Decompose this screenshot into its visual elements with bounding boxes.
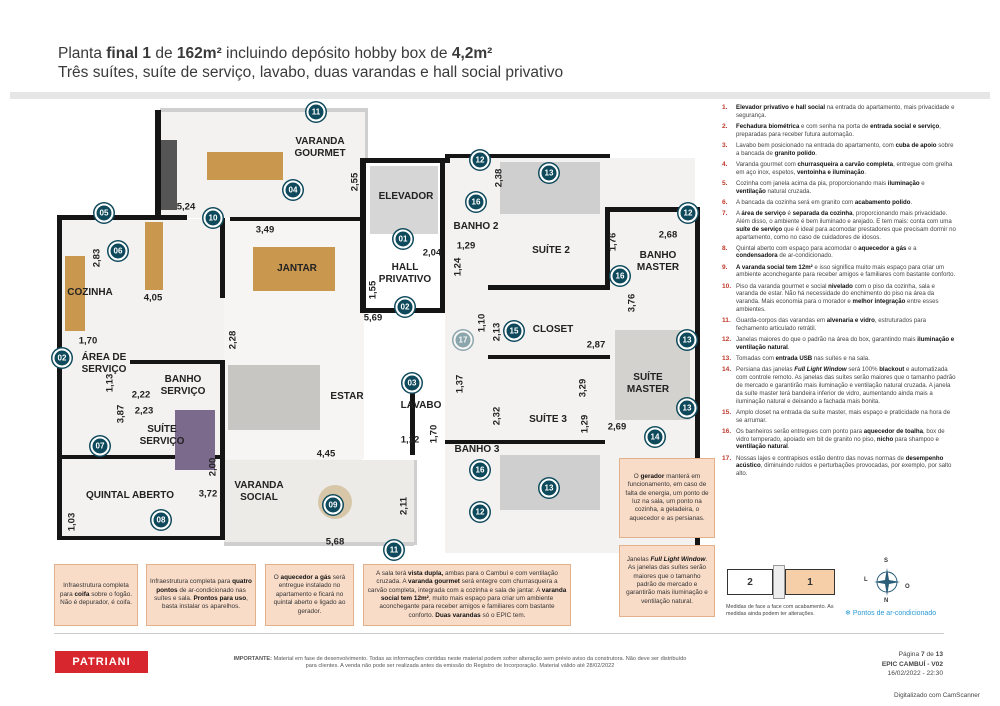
feature-text [736,210,956,241]
room-quintal-aberto: QUINTAL ABERTO [86,490,174,501]
text: será entregue instalado no apartamento e ficará no quintal aberto e ligado ao gerador. [273,573,346,615]
text: e [919,179,925,187]
text: incluindo depósito hobby box de [221,45,452,62]
emphasis-text: melhor integração [852,298,906,306]
dimension: 3,72 [198,488,218,500]
legend-ac [845,609,936,617]
emphasis-text: Full Light Window [794,366,847,374]
feature-item [722,428,956,451]
feature-text [736,123,956,139]
compass-north: N [884,598,889,604]
emphasis-text: quatro pontos [156,578,252,594]
text: será entegre com churrasqueira a carvão completa, integrada com a cozinha e sala de jantar. A [367,578,558,594]
text: e isso significa muito mais espaço para criar um ambiente aconchegante para receber amigos e familiares com bastante conforto. [736,263,956,279]
emphasis-text: Fechadura biométrica [736,122,800,130]
emphasis-text: ventilação natural [736,443,788,451]
feature-marker[interactable]: 07 [91,437,110,456]
emphasis-text: varanda gourmet [408,578,460,586]
text: de ar-condicionado nas suítes e sala. [154,586,246,602]
feature-marker[interactable]: 08 [152,511,171,530]
feature-item [722,210,956,241]
page-of: de [924,651,936,658]
feature-number: 7. [722,210,728,218]
dimension: 2,83 [91,248,103,268]
feature-number: 4. [722,160,728,168]
text: , box de vidro temperado, apoiado em bit de granito no piso, [736,427,945,443]
title-line-2: Três suítes, suíte de serviço, lavabo, duas varandas e hall social privativo [58,64,564,81]
dimension: 1,29 [456,240,476,252]
emphasis-text: área de serviço [741,210,786,218]
feature-marker[interactable]: 02 [396,298,415,317]
room-estar: ESTAR [330,391,364,402]
feature-item [722,123,956,139]
emphasis-text: granito polido [774,149,816,157]
text: só o EPIC tem. [480,611,526,619]
room-hall-privativo: HALL PRIVATIVO [378,262,432,285]
feature-marker[interactable]: 09 [324,496,343,515]
text: com o piso da cozinha, sala e varanda de estar. Não há necessidade do enchimento do piso na área da varanda. Mais economia para o morador e [736,282,935,306]
title-line-1 [58,44,563,63]
text: . [787,344,790,352]
text: A sala terá [376,569,409,577]
footer-divider [54,633,944,634]
note-text [623,556,711,606]
feature-item [722,355,956,363]
text: , basta instalar os aparelhos. [161,595,248,611]
text: Infraestrutura completa para [150,578,233,586]
feature-number: 9. [722,263,728,271]
key-plan [727,565,837,599]
text: , entregue com grelha em aço inox, espetos, [736,160,953,176]
room-suite-3: SUÍTE 3 [529,414,567,425]
text: Persiana das janelas [736,366,795,374]
feature-number: 14. [722,366,732,374]
compass-south: S [884,558,889,564]
text: O [633,472,641,480]
feature-item [722,245,956,261]
note-coifa [54,564,138,626]
room-area-de-servico: ÁREA DE SERVIÇO [81,352,127,375]
text: . [910,198,913,206]
text: A bancada da cozinha será em granito com [736,198,855,206]
feature-text [736,199,912,207]
feature-text [736,317,956,333]
room-lavabo: LAVABO [400,400,442,411]
note-sala-varandas [363,564,571,626]
note-text [58,582,134,607]
note-aquecedor [265,564,354,626]
emphasis-text: suíte de serviço [736,225,783,233]
text: e a [906,244,917,252]
feature-item [722,366,956,405]
text: Piso da varanda gourmet e social [736,282,829,290]
note-text [150,578,252,612]
text: e com senha na porta de [799,122,871,130]
feature-marker[interactable]: 13 [540,164,559,183]
room-banho-master: BANHO MASTER [636,250,680,273]
feature-text [736,264,956,280]
emphasis-text: 162m² [176,45,222,62]
text: O [273,573,281,581]
dimension: 1,55 [367,280,379,300]
feature-marker[interactable]: 13 [540,479,559,498]
feature-number: 2. [722,122,728,130]
emphasis-text: Elevador privativo e hall social [736,104,826,111]
dimension: 2,22 [131,389,151,401]
feature-marker[interactable]: 11 [307,103,326,122]
compass-west: O [905,584,910,590]
note-janelas [619,545,715,617]
text: Janelas [626,555,651,563]
page-number [850,650,943,660]
text: para shampoo e [893,435,939,443]
text: natural cruzada. [765,187,812,195]
text: Janelas maiores do que o padrão na área do box, garantindo mais [736,336,918,344]
page-title [58,44,563,82]
text: e automatizada com controle remoto. As janelas das suítes serão maiores que o tamanho padrão de mercado e garantirão mais iluminação e ventilação natural cruzada. A janela da suíte master terá bandeira inferior de vidro, aumentando ainda mais a iluminação natural e deixando a fachada mais bonita. [736,366,956,405]
emphasis-text: final 1 [106,45,152,62]
feature-item [722,199,956,207]
dimension: 3,29 [577,378,589,398]
feature-text [736,366,956,405]
emphasis-text: iluminação [887,179,920,187]
feature-number: 5. [722,179,728,187]
compass-east: L [864,577,868,583]
dimension: 3,76 [626,293,638,313]
feature-number: 16. [722,427,732,435]
emphasis-text: nivelado [828,282,853,290]
dimension: 2,23 [134,405,154,417]
feature-item [722,142,956,158]
feature-number: 15. [722,408,732,416]
dimension: 2,13 [491,322,503,342]
feature-number: 11. [722,317,731,325]
text: nas suítes e na sala. [812,355,870,363]
page-total: 13 [935,651,943,658]
text: Nossas lajes e contrapisos estão dentro das novas normas de [736,454,906,462]
feature-item [722,264,956,280]
feature-number: 8. [722,244,728,252]
feature-marker[interactable]: 12 [471,503,490,522]
scanner-watermark: Digitalizado com CamScanner [894,692,980,699]
page-current: 7 [920,651,925,658]
text: sobre o fogão. Não é depurador, é coifa. [60,590,133,607]
text: Varanda gourmet com [736,160,798,168]
text: Tomadas com [736,355,776,363]
feature-item [722,409,956,425]
room-banho-2: BANHO 2 [453,221,499,232]
header-band [10,92,990,99]
note-gerador [619,458,715,538]
text: é [785,210,793,218]
feature-item [722,161,956,177]
page-info [850,650,943,679]
feature-number: 1. [722,104,728,111]
dimension: 2,28 [227,330,239,350]
text: Infraestrutura completa para [59,582,129,598]
feature-number: 17. [722,454,732,462]
important-text: Material em fase de desenvolvimento. Todas as informações contidas neste material podem sofrer alteração sem prévio aviso da construtora. Não deve ser distribuído para clientes. A venda não pode ser realizada antes da emissão do Registro de Incorporação. Material válido até 28/02/2022 [272,656,687,670]
feature-item [722,455,956,478]
feature-text [736,336,956,352]
feature-text [736,428,956,451]
document-datetime: 16/02/2022 - 22:30 [887,670,943,677]
text: , estruturados para fechamento articulado retrátil. [736,317,927,333]
room-cozinha: COZINHA [67,287,113,298]
note-text [367,570,567,620]
dimension: 2,87 [586,339,606,351]
dimension: 2,69 [607,421,627,433]
feature-number: 6. [722,198,728,206]
key-plan-unit-2: 2 [727,569,773,595]
emphasis-text: entrada USB [775,355,813,363]
ac-point-icon: ❄ [845,610,851,617]
text: A [736,210,742,218]
text: sobre a bancada de [736,141,954,157]
emphasis-text: varanda social tem 12m² [380,586,567,602]
text: será 100% [846,366,880,374]
emphasis-text: Prontos para uso [193,595,247,602]
feature-text [736,161,956,177]
text: de ar-condicionado. [777,252,833,260]
note-ar-condicionado [146,564,256,626]
text: Lavabo bem posicionado na entrada do apartamento, com [736,141,896,149]
emphasis-text: alvenaria e vidro [826,317,875,325]
feature-marker[interactable]: 11 [385,541,404,560]
room-suite-servico: SUÍTE SERVIÇO [139,424,185,447]
feature-marker[interactable]: 15 [505,322,524,341]
text: Guarda-corpos das varandas em [736,317,827,325]
dimension: 3,87 [115,404,127,424]
emphasis-text: coifa [74,590,90,598]
feature-text [736,283,956,314]
emphasis-text: acabamento polido [854,198,911,206]
room-suite-master: SUÍTE MASTER [626,372,670,395]
dimension: 2,11 [398,497,410,515]
feature-number: 3. [722,141,728,149]
room-banho-3: BANHO 3 [454,444,500,455]
feature-text [736,142,956,158]
feature-text [736,104,956,120]
feature-item [722,104,956,120]
text: , muito mais espaço para criar um ambiente aconchegante para receber amigos e familiares com bastante conforto. [379,595,555,619]
feature-text [736,245,956,261]
feature-text [736,409,956,425]
feature-number: 13. [722,355,732,363]
dimension: 2,32 [491,406,503,426]
key-plan-core [773,565,785,599]
feature-marker[interactable]: 17 [454,331,473,350]
feature-item [722,283,956,314]
dimension: 1,10 [476,313,488,333]
room-suite-2: SUÍTE 2 [532,245,570,256]
emphasis-text: gerador [640,472,665,480]
text: , proporcionando mais privacidade. Além disso, o ambiente é bem iluminado e arejado. E tem mais: conta com uma [736,210,952,225]
document-id: EPIC CAMBUÍ - V02 [881,660,943,668]
brand-logo: PATRIANI [55,651,148,673]
room-closet: CLOSET [532,324,574,335]
feature-marker[interactable]: 05 [95,204,114,223]
dimension: 1,70 [428,424,440,444]
feature-marker[interactable]: 16 [611,267,630,286]
feature-marker[interactable]: 12 [471,151,490,170]
key-plan-unit-1: 1 [785,569,835,595]
text: entre esses ambientes. [736,298,939,314]
text: Planta [58,45,107,62]
emphasis-text: condensadora [736,252,778,260]
emphasis-text: aquecedor a gás [858,244,907,252]
emphasis-text: ventoinha e iluminação [796,168,865,176]
dimension: 4,45 [316,448,336,460]
emphasis-text: aquecedor de toalha [863,427,923,435]
dimension: 1,76 [607,232,619,252]
legend-ac-label: Pontos de ar-condicionado [852,610,937,617]
emphasis-text: vista dupla, [408,569,444,577]
dimension: 5,69 [363,312,383,324]
room-banho-servico: BANHO SERVIÇO [160,374,206,397]
emphasis-text: blackout [879,366,905,374]
text: Quintal aberto com espaço para acomodar o [736,244,859,252]
emphasis-text: churrasqueira a carvão completa [797,160,894,168]
important-label: IMPORTANTE: [233,656,273,662]
text: , preparadas para receber futura automação. [736,122,941,138]
text: ambas para o Cambuí e com ventilação cruzada. A [376,569,558,586]
page-label: Página [898,651,921,658]
feature-list [722,104,956,481]
feature-item [722,336,956,352]
dimension: 5,24 [176,201,196,213]
text: . As janelas das suítes serão maiores que o tamanho padrão de mercado e garantirão mais iluminação e ventilação natural. [626,555,708,605]
room-jantar: JANTAR [277,263,317,274]
feature-text [736,455,956,478]
dimension: 2,38 [493,168,505,188]
dimension: 1,37 [454,374,466,394]
text: . [864,168,867,176]
text: na entrada do apartamento, mais privacidade e segurança. [736,104,955,119]
emphasis-text: nicho [876,435,894,443]
emphasis-text: aquecedor a gás [280,573,331,581]
text: Os banheiros serão entregues com ponto para [736,427,864,435]
text: que é ideal para acomodar prestadores que precisam dormir no apartamento, como no caso de cuidadores de idosos. [736,225,956,241]
text: de [151,45,177,62]
text: . [787,443,790,451]
note-text [623,473,711,523]
feature-item [722,317,956,333]
text: manterá em funcionamento, em caso de falta de energia, um ponto de luz na sala, um ponto na cozinha, a geladeira, o aquecedor e as persianas. [625,472,709,522]
room-varanda-social: VARANDA SOCIAL [234,480,284,503]
feature-marker[interactable]: 06 [109,242,128,261]
feature-marker[interactable]: 01 [394,230,413,249]
dimension: 2,04 [422,247,442,259]
room-elevador: ELEVADOR [378,191,434,202]
feature-marker[interactable]: 16 [471,461,490,480]
feature-marker[interactable]: 02 [53,349,72,368]
dimension: 1,03 [66,512,78,532]
emphasis-text: Full Light Window [650,555,706,563]
dimension: 1,13 [104,373,116,393]
feature-item [722,180,956,196]
dimension: 2,00 [207,457,219,477]
compass-rose-icon [862,560,912,606]
emphasis-text: desempenho acústico [736,454,944,470]
feature-marker[interactable]: 13 [678,331,697,350]
dimension: 2,55 [349,172,361,192]
dimension: 5,68 [325,536,345,548]
dimension: 1,29 [579,414,591,434]
dimension: 1,24 [452,257,464,277]
emphasis-text: cuba de apoio [895,141,937,149]
room-varanda-gourmet: VARANDA GOURMET [294,136,346,159]
dimension: 1,70 [78,335,98,347]
emphasis-text: iluminação e ventilação natural [736,336,955,352]
emphasis-text: 4,2m² [451,45,493,62]
feature-number: 12. [722,336,732,344]
text: , diminuindo ruídos e perturbações provocadas, por exemplo, por salto alto. [736,462,952,478]
emphasis-text: ventilação [736,187,766,195]
important-disclaimer [230,656,690,671]
feature-marker[interactable]: 04 [284,181,303,200]
feature-marker[interactable]: 13 [678,399,697,418]
feature-number: 10. [722,282,732,290]
emphasis-text: entrada social e serviço [870,122,940,130]
emphasis-text: A varanda social tem 12m² [736,263,813,271]
feature-text [736,355,870,363]
feature-marker[interactable]: 16 [467,193,486,212]
note-text [269,574,350,616]
text: Amplo closet na entrada da suíte master, mais espaço e praticidade na hora de se arrumar. [736,408,951,424]
dimension: 4,05 [143,292,163,304]
measure-note: Medidas de face a face com acabamento. As medidas ainda podem ter alterações. [726,604,834,617]
feature-text [736,180,956,196]
feature-marker[interactable]: 14 [646,428,665,447]
dimension: 3,49 [255,224,275,236]
feature-marker[interactable]: 10 [204,209,223,228]
dimension: 1,12 [400,434,420,446]
emphasis-text: separada da cozinha [792,210,853,218]
feature-marker[interactable]: 12 [679,204,698,223]
feature-marker[interactable]: 03 [403,374,422,393]
emphasis-text: Duas varandas [435,611,481,619]
text: . [815,149,817,157]
text: Cozinha com janela acima da pia, proporcionando mais [736,179,888,187]
dimension: 2,68 [658,229,678,241]
